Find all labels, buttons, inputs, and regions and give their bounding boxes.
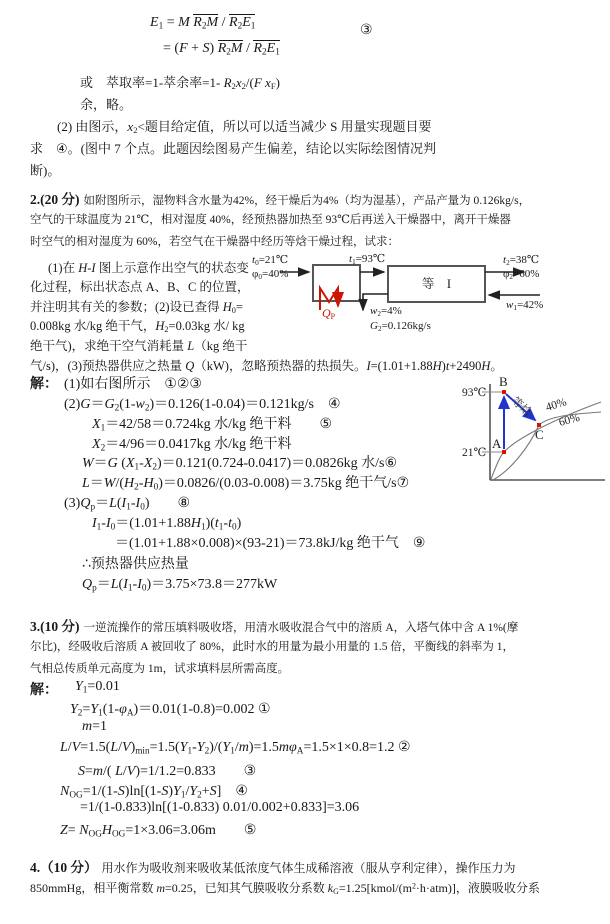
point-a [502, 450, 506, 454]
solution3-line-5: S=m/( L/V)=1/1.2=0.833 ③ [78, 764, 257, 779]
problem2-subq-line-4: 0.008kg 水/kg 绝干气，$H_2=0.03kg$ 水/ kg [30, 319, 245, 335]
diagram-label-g2: $G_2=0.126kg/s$ [370, 320, 431, 333]
solution2-line-2: $(2)G=G_2(1-w_2)=0.126(1-0.04)=0.121kg/s$ ④ [64, 397, 341, 413]
solution3-line-1: $Y_1=0.01$ [75, 679, 120, 695]
chart-label-c: C [535, 427, 544, 442]
extraction-formula-line-1: $E_1 = M$ $R_2M / R_2E_1$ [150, 15, 256, 31]
solution2-line-11: $Q_p=L(I_1-I_0)=3.75\times 73.8=277kW$ [82, 577, 278, 593]
solution3-line-8: $Z= N_{OG}H_{OG}=1\times 3.06=3.06m$ ⑤ [60, 823, 257, 839]
problem3-number: 3.(10 分) [30, 619, 80, 634]
chart-label-isoenthalpy: 等焓 [509, 395, 534, 419]
extraction-rate-line: 或 萃取率=1-萃余率=1- $R_2x_2/(F$ $x_F$) [80, 75, 280, 92]
problem2-statement-line-2: 空气的干球温度为 21℃，相对湿度 40%，经预热器加热至 93℃后再送入干燥器中，离开干燥器 [30, 214, 511, 226]
solution3-line-4: $L/V=1.5(L/V)_{min}=1.5(Y_1-Y_2)/(Y_1/m)=1.5m\varphi_A=1.5\times 1\times 0.8=1.2$ ② [60, 740, 411, 756]
solution3-line-3: m=1 [82, 719, 108, 734]
solution3-line-6: $N_{OG}=1/(1-S)\ln[(1-S)Y_1/Y_2+S]$ ④ [60, 784, 248, 800]
chart-label-21: 21℃ [462, 447, 487, 459]
discussion-line-2: 求 ④。(图中 7 个点。此题因绘图易产生偏差，结论以实际绘图情况判 [30, 141, 436, 156]
problem2-statement-line-3: 时空气的相对湿度为 60%，若空气在干燥器中经历等焓干燥过程，试求： [30, 236, 399, 248]
chart-label-93: 93℃ [462, 387, 487, 399]
problem3-statement-line-1: 一逆流操作的常压填料吸收塔，用清水吸收混合气中的溶质 A，入塔气体中含 A 1%(摩 [83, 622, 519, 634]
problem2-subq-line-1: (1)在 H-I 图上示意作出空气的状态变 [48, 261, 249, 275]
solution3-marker: 解： [30, 683, 58, 698]
problem4-heading [30, 856, 516, 877]
solution3-line-2: $Y_2=Y_1(1-\varphi_A)=0.01(1-0.8)=0.002$ ① [70, 702, 271, 718]
diagram-label-w1: $w_1=42\%$ [506, 299, 544, 312]
solution2-line-3: $X_1=42/58=0.724kg$ 水/kg 绝干料 ⑤ [92, 417, 333, 433]
problem2-subq-line-2: 化过程，标出状态点 A、B、C 的位置， [30, 280, 250, 294]
chart-label-a: A [492, 436, 502, 451]
chart-label-b: B [499, 374, 508, 389]
diagram-label-t2: $t_2=38℃$ [503, 254, 540, 267]
equation-tag-3: ③ [360, 23, 373, 38]
chart-label-60pct: 60% [557, 411, 582, 429]
diagram-label-qp: $Q_P$ [322, 306, 336, 321]
solution2-line-8: $I_1-I_0=(1.01+1.88H_1)(t_1-t_0)$ [92, 516, 242, 532]
diagram-label-phi2: $\varphi_2=60\%$ [503, 268, 540, 281]
solution2-line-7: $(3)Q_p=L(I_1-I_0)$ ⑧ [64, 496, 191, 512]
dryer-box-label: 等 I [421, 277, 452, 291]
solution2-line-1: (1)如右图所示 ①②③ [64, 377, 202, 392]
problem2-heading [30, 188, 530, 209]
diagram-label-w2: $w_2=4\%$ [370, 305, 402, 318]
solution2-line-5: W＝G $(X_1-X_2)=0.121(0.724-0.0417)=0.0826kg$ 水/s⑥ [82, 456, 398, 472]
problem4-statement-line-2: 850mmHg，相平衡常数 m=0.25，已知其气膜吸收分系数 $k_G=1.25[kmol/(m^2\cdot h\cdot atm)]$，液膜吸收分系 [30, 881, 540, 896]
problem4-number: 4.（10 分） [30, 860, 98, 875]
solution2-line-9: ＝(1.01+1.88×0.008)×(93-21)＝73.8kJ/kg 绝干气 ⑨ [115, 536, 426, 551]
problem3-heading [30, 615, 518, 636]
diagram-label-phi0: $\varphi_0=40\%$ [252, 268, 289, 281]
discussion-line-3: 断)。 [30, 163, 61, 178]
hi-chart [455, 358, 610, 486]
problem2-statement-line-1: 如附图所示，湿物料含水量为42%，经干燥后为4%（均为湿基），产品产量为 0.126kg/s， [83, 195, 531, 207]
problem2-number: 2.(20 分) [30, 192, 80, 207]
problem2-subq-line-3: 并注明其有关的参数；(2)设已查得 $H_0=$ [30, 300, 243, 316]
humidity-curve-60 [493, 412, 601, 480]
rest-omitted-line: 余，略。 [80, 97, 133, 112]
solution2-line-10: ∴预热器供应热量 [82, 557, 189, 572]
diagram-label-t1: $t_1=93℃$ [349, 253, 386, 266]
problem4-statement-line-1: 用水作为吸收剂来吸收某低浓度气体生成稀溶液（服从亨利定律），操作压力为 [101, 861, 516, 875]
problem2-subq-fullwidth-line: 气/s)，(3)预热器供应之热量 Q（kW)，忽略预热器的热损失。I=(1.01+1.88H)t+2490H。 [30, 359, 503, 373]
point-b [502, 390, 506, 394]
solution3-line-7: =1/(1-0.833)ln[(1-0.833) 0.01/0.002+0.833]=3.06 [80, 800, 360, 815]
solution2-line-6: $L=W/(H_2-H_0)=0.0826/(0.03-0.008)=3.75kg$ 绝干气/s⑦ [82, 476, 410, 492]
discussion-line-1: (2) 由图示，$x_2<$题目给定值，所以可以适当减少 S 用量实现题目要 [57, 119, 432, 136]
problem3-statement-line-2: 尔比)，经吸收后溶质 A 被回收了 80%，此时水的用量为最小用量的 1.5 倍，平衡线的斜率为 1， [30, 641, 514, 653]
solution2-line-4: $X_2=4/96=0.0417kg$ 水/kg 绝干料 [92, 437, 292, 453]
problem3-statement-line-3: 气相总传质单元高度为 1m，试求填料层所需高度。 [30, 663, 290, 675]
extraction-formula-line-2: = (F + S) $R_2M / R_2E_1$ [163, 41, 280, 57]
diagram-label-t0: $t_0=21℃$ [252, 254, 289, 267]
chart-label-40pct: 40% [544, 396, 569, 414]
solution2-marker: 解： [30, 377, 58, 392]
problem2-subq-line-5: 绝干气)，求绝干空气消耗量 L（kg 绝干 [30, 339, 248, 353]
